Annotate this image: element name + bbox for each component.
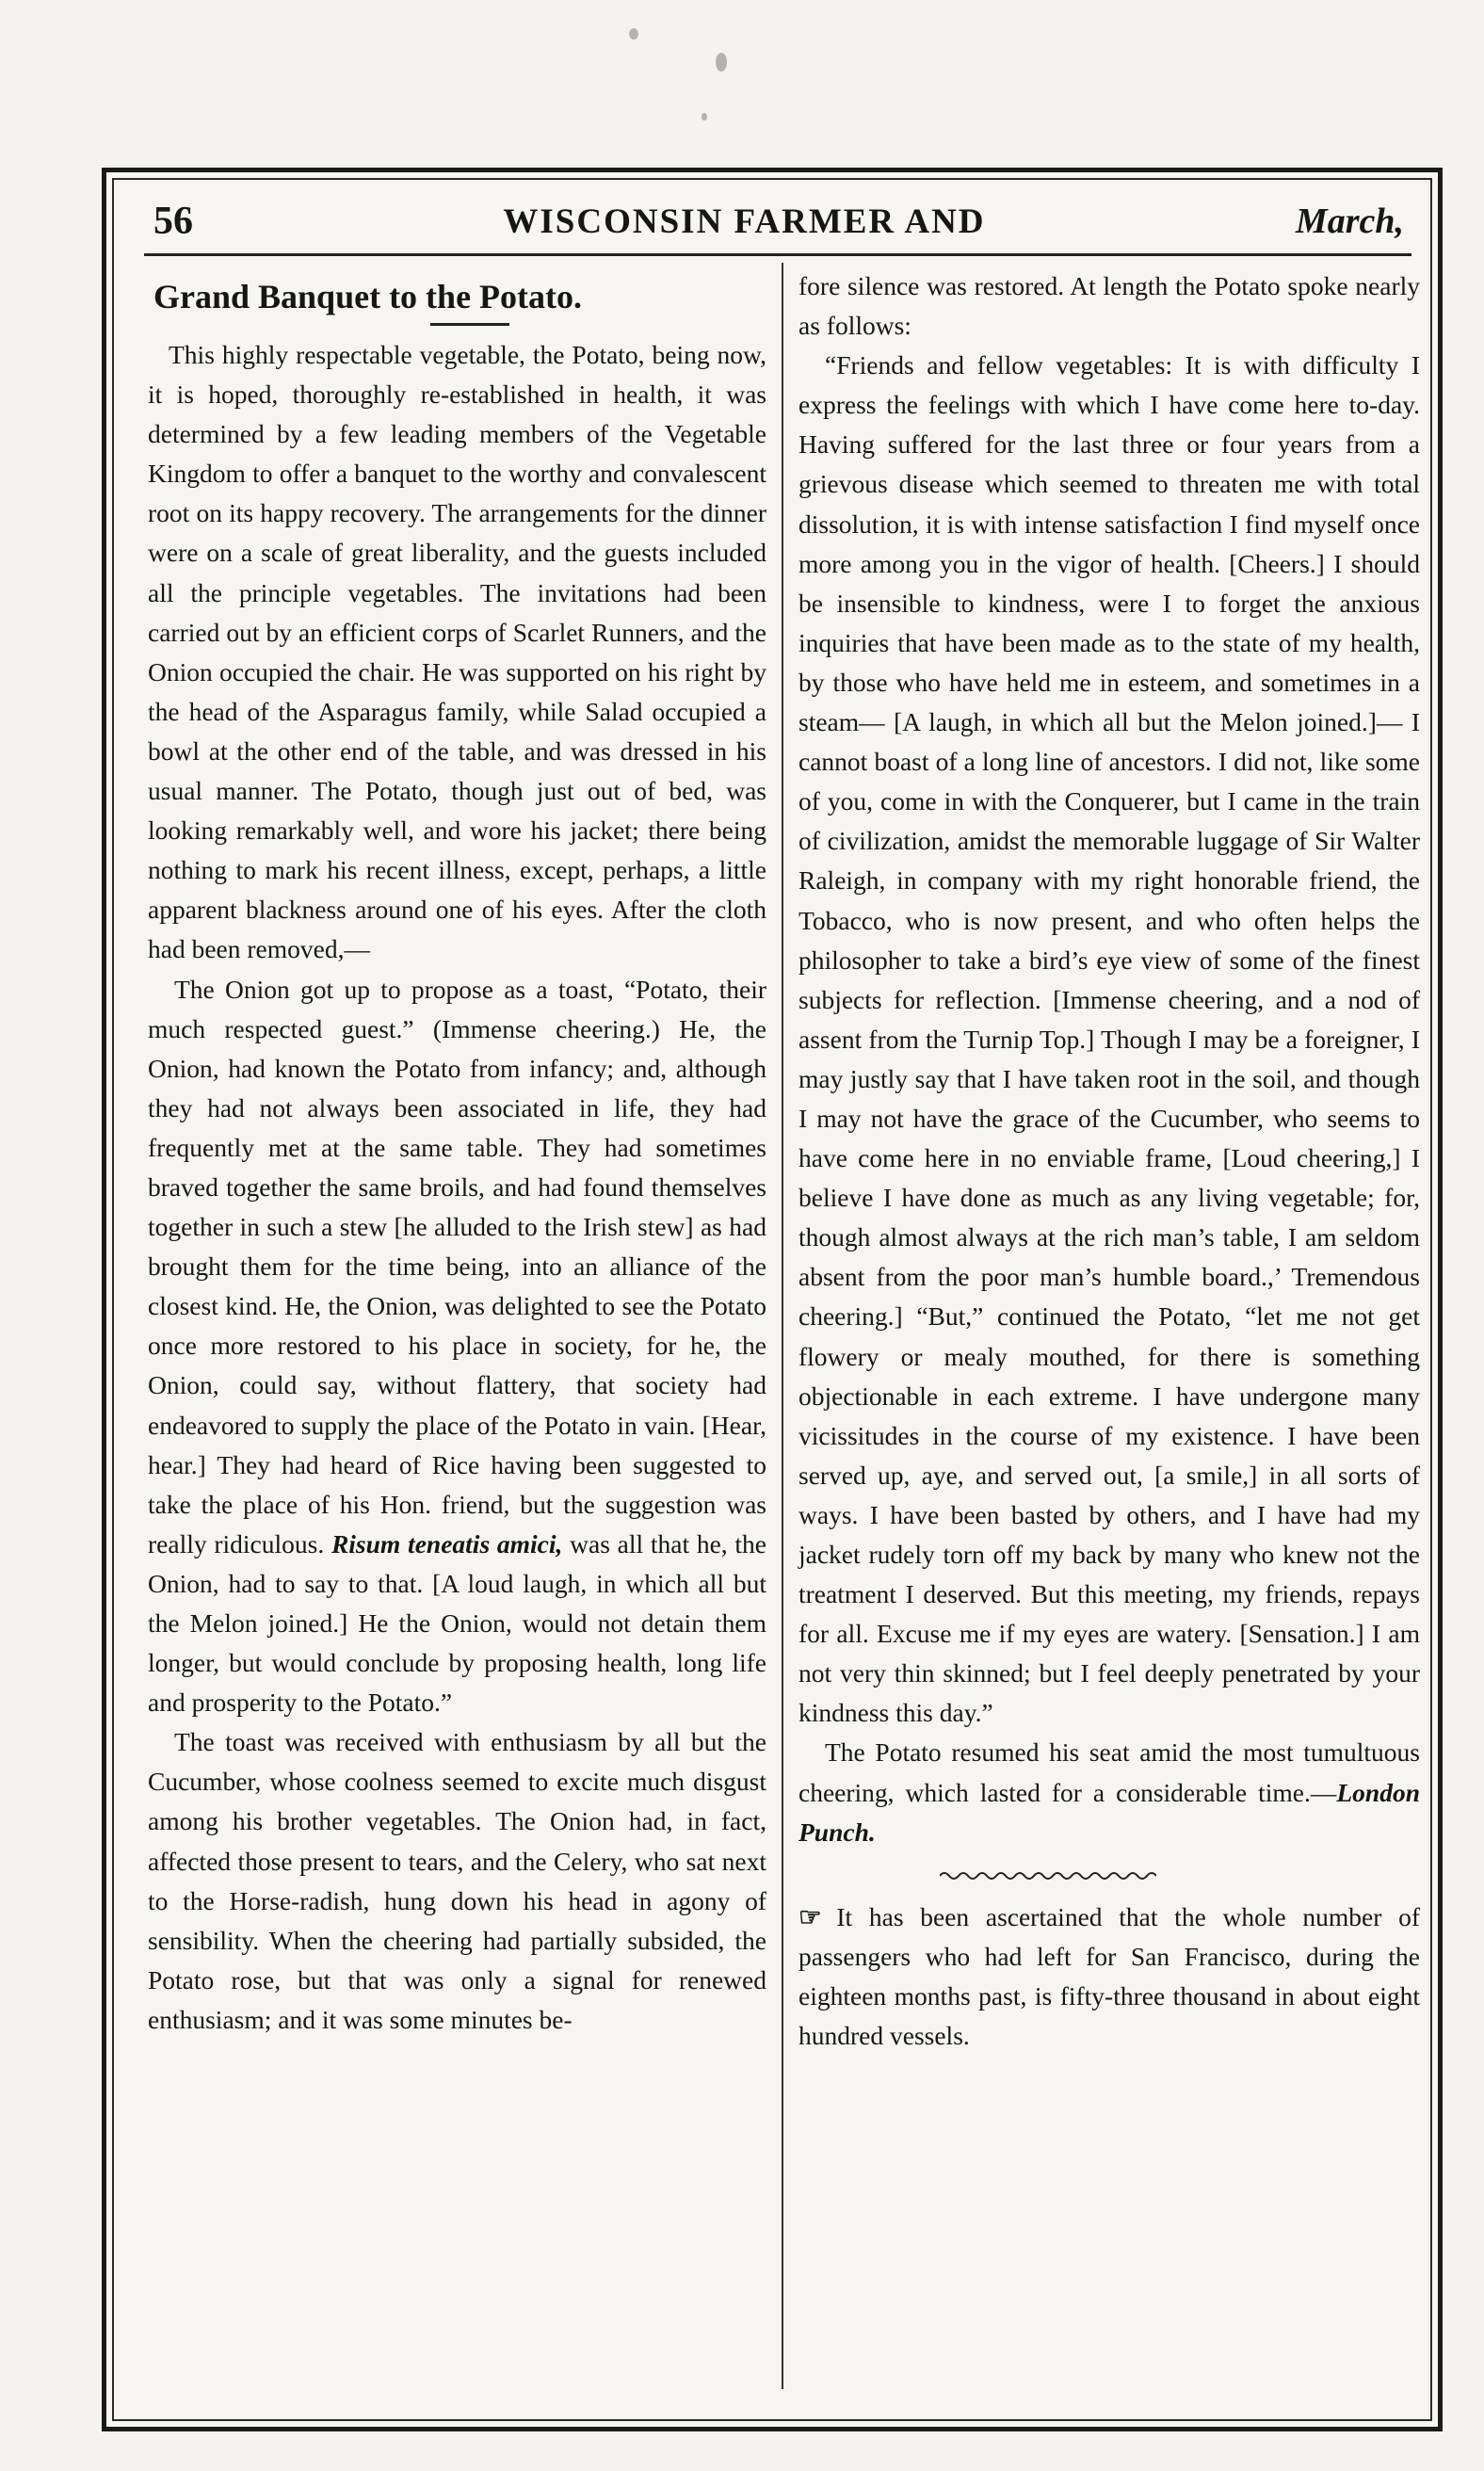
article-attribution: London Punch. bbox=[798, 1777, 1420, 1847]
paper-speck bbox=[716, 53, 727, 72]
article-paragraph bbox=[148, 970, 766, 1723]
article-paragraph-continued: fore silence was restored. At length the Potato spoke nearly as follows: bbox=[798, 271, 1420, 341]
pointing-hand-icon: ☞ bbox=[798, 1901, 820, 1931]
newspaper-page bbox=[102, 168, 1443, 2431]
paragraph-text: The Potato resumed his seat amid the most tumultuous cheering, which lasted for a considerable time.— bbox=[798, 1737, 1420, 1807]
page-header bbox=[153, 195, 1404, 248]
latin-quote: Risum teneatis amici, bbox=[331, 1528, 563, 1559]
right-column bbox=[798, 266, 1420, 2398]
notice-text: It has been ascertained that the whole number of passengers who had left for San Francisco, during the eighteen months past, is fifty-three thousand in about eight hundred vessels. bbox=[798, 1901, 1421, 2051]
column-divider bbox=[782, 263, 783, 2389]
header-month: March, bbox=[1295, 202, 1404, 241]
article-paragraph bbox=[798, 1733, 1420, 1851]
page-number: 56 bbox=[153, 200, 193, 243]
article-paragraph: This highly respectable vegetable, the Potato, being now, it is hoped, thoroughly re-established in health, it was determined by a few leading members of the Vegetable Kingdom to offer a banquet to the worthy and convalescent root on its happy recovery. The arrangements for the dinner were on a scale of great liberality, and the guests included all the principle vegetables. The invitations had been carried out by an efficient corps of Scarlet Runners, and the Onion occupied the chair. He was supported on his right by the head of the Asparagus family, while Salad occupied a bowl at the other end of the table, and was dressed in his usual manner. The Potato, though just out of bed, was looking remarkably well, and wore his jacket; there being nothing to mark his recent illness, except, perhaps, a little apparent blackness around one of his eyes. After the cloth had been removed,— bbox=[148, 340, 766, 964]
wavy-separator bbox=[940, 1869, 1156, 1882]
left-column bbox=[148, 266, 766, 2398]
paragraph-text: The Onion got up to propose as a toast, “Potato, their much respected guest.” (Immense cheering.) He, the Onion, had known the Potato from infancy; and, although they had not always been associated in life, they had frequently met at the same table. They had sometimes braved together the same broils, and had found themselves together in such a stew [he alluded to the Irish stew] as had brought them for the time being, into an alliance of the closest kind. He, the Onion, was delighted to see the Potato once more restored to his place in society, for he, the Onion, could say, without flattery, that society had endeavored to supply the place of the Potato in vain. [Hear, hear.] They had heard of Rice having been suggested to take the place of his Hon. friend, but the suggestion was really ridiculous. bbox=[148, 974, 766, 1559]
article-title: Grand Banquet to the Potato. bbox=[153, 278, 583, 315]
paper-speck bbox=[702, 113, 707, 121]
potato-speech: “Friends and fellow vegetables: It is with difficulty I express the feelings with which I have come here to-day. Having suffered for the last three or four years from a grievous disease which seemed to threaten me with total dissolution, it is with intense satisfaction I find myself once more among you in the vigor of health. [Cheers.] I should be insensible to kindness, were I to forget the anxious inquiries that have been made as to the state of my health, by those who have held me in esteem, and sometimes in a steam— [A laugh, in which all but the Melon joined.]— I cannot boast of a long line of ancestors. I did not, like some of you, come in with the Conquerer, but I came in the train of civilization, amidst the memorable luggage of Sir Walter Raleigh, in company with my right honorable friend, the Tobacco, who is now present, and who often helps the philosopher to take a bird’s eye view of some of the finest subjects for reflection. [Immense cheering, and a nod of assent from the Turnip Top.] Though I may be a foreigner, I may justly say that I have taken root in the soil, and though I may not have the grace of the Cucumber, who seems to have come here in no enviable frame, [Loud cheering,] I believe I have done as much as any living vegetable; for, though almost always at the rich man’s table, I am seldom absent from the poor man’s humble board.,’ Tremendous cheering.] “But,” continued the Potato, “let me not get flowery or mealy mouthed, for there is something objectionable in each extreme. I have undergone many vicissitudes in the course of my existence. I have been served up, aye, and served out, [a smile,] in all sorts of ways. I have been basted by others, and I have had my jacket rudely torn off my back by many who knew not the treatment I deserved. But this meeting, my friends, repays for all. Excuse me if my eyes are watery. [Sensation.] I am not very thin skinned; but I feel deeply penetrated by your kindness this day.” bbox=[798, 350, 1420, 1728]
header-rule bbox=[144, 253, 1411, 256]
running-title: WISCONSIN FARMER AND bbox=[503, 202, 986, 241]
title-rule bbox=[430, 323, 509, 326]
news-notice bbox=[798, 1898, 1420, 2056]
article-paragraph: The toast was received with enthusiasm by all but the Cucumber, whose coolness seemed to excite much disgust among his brother vegetables. The Onion had, in fact, affected those present to tears, and the Celery, who sat next to the Horse-radish, hung down his head in agony of sensibility. When the cheering had partially subsided, the Potato rose, but that was only a signal for renewed enthusiasm; and it was some minutes be- bbox=[148, 1727, 766, 2034]
paragraph-text: was all that he, the Onion, had to say to that. [A loud laugh, in which all but the Melon joined.] He the Onion, would not detain them longer, but would conclude by proposing health, long life and prosperity to the Potato.” bbox=[148, 1528, 767, 1718]
paper-speck bbox=[629, 28, 638, 40]
